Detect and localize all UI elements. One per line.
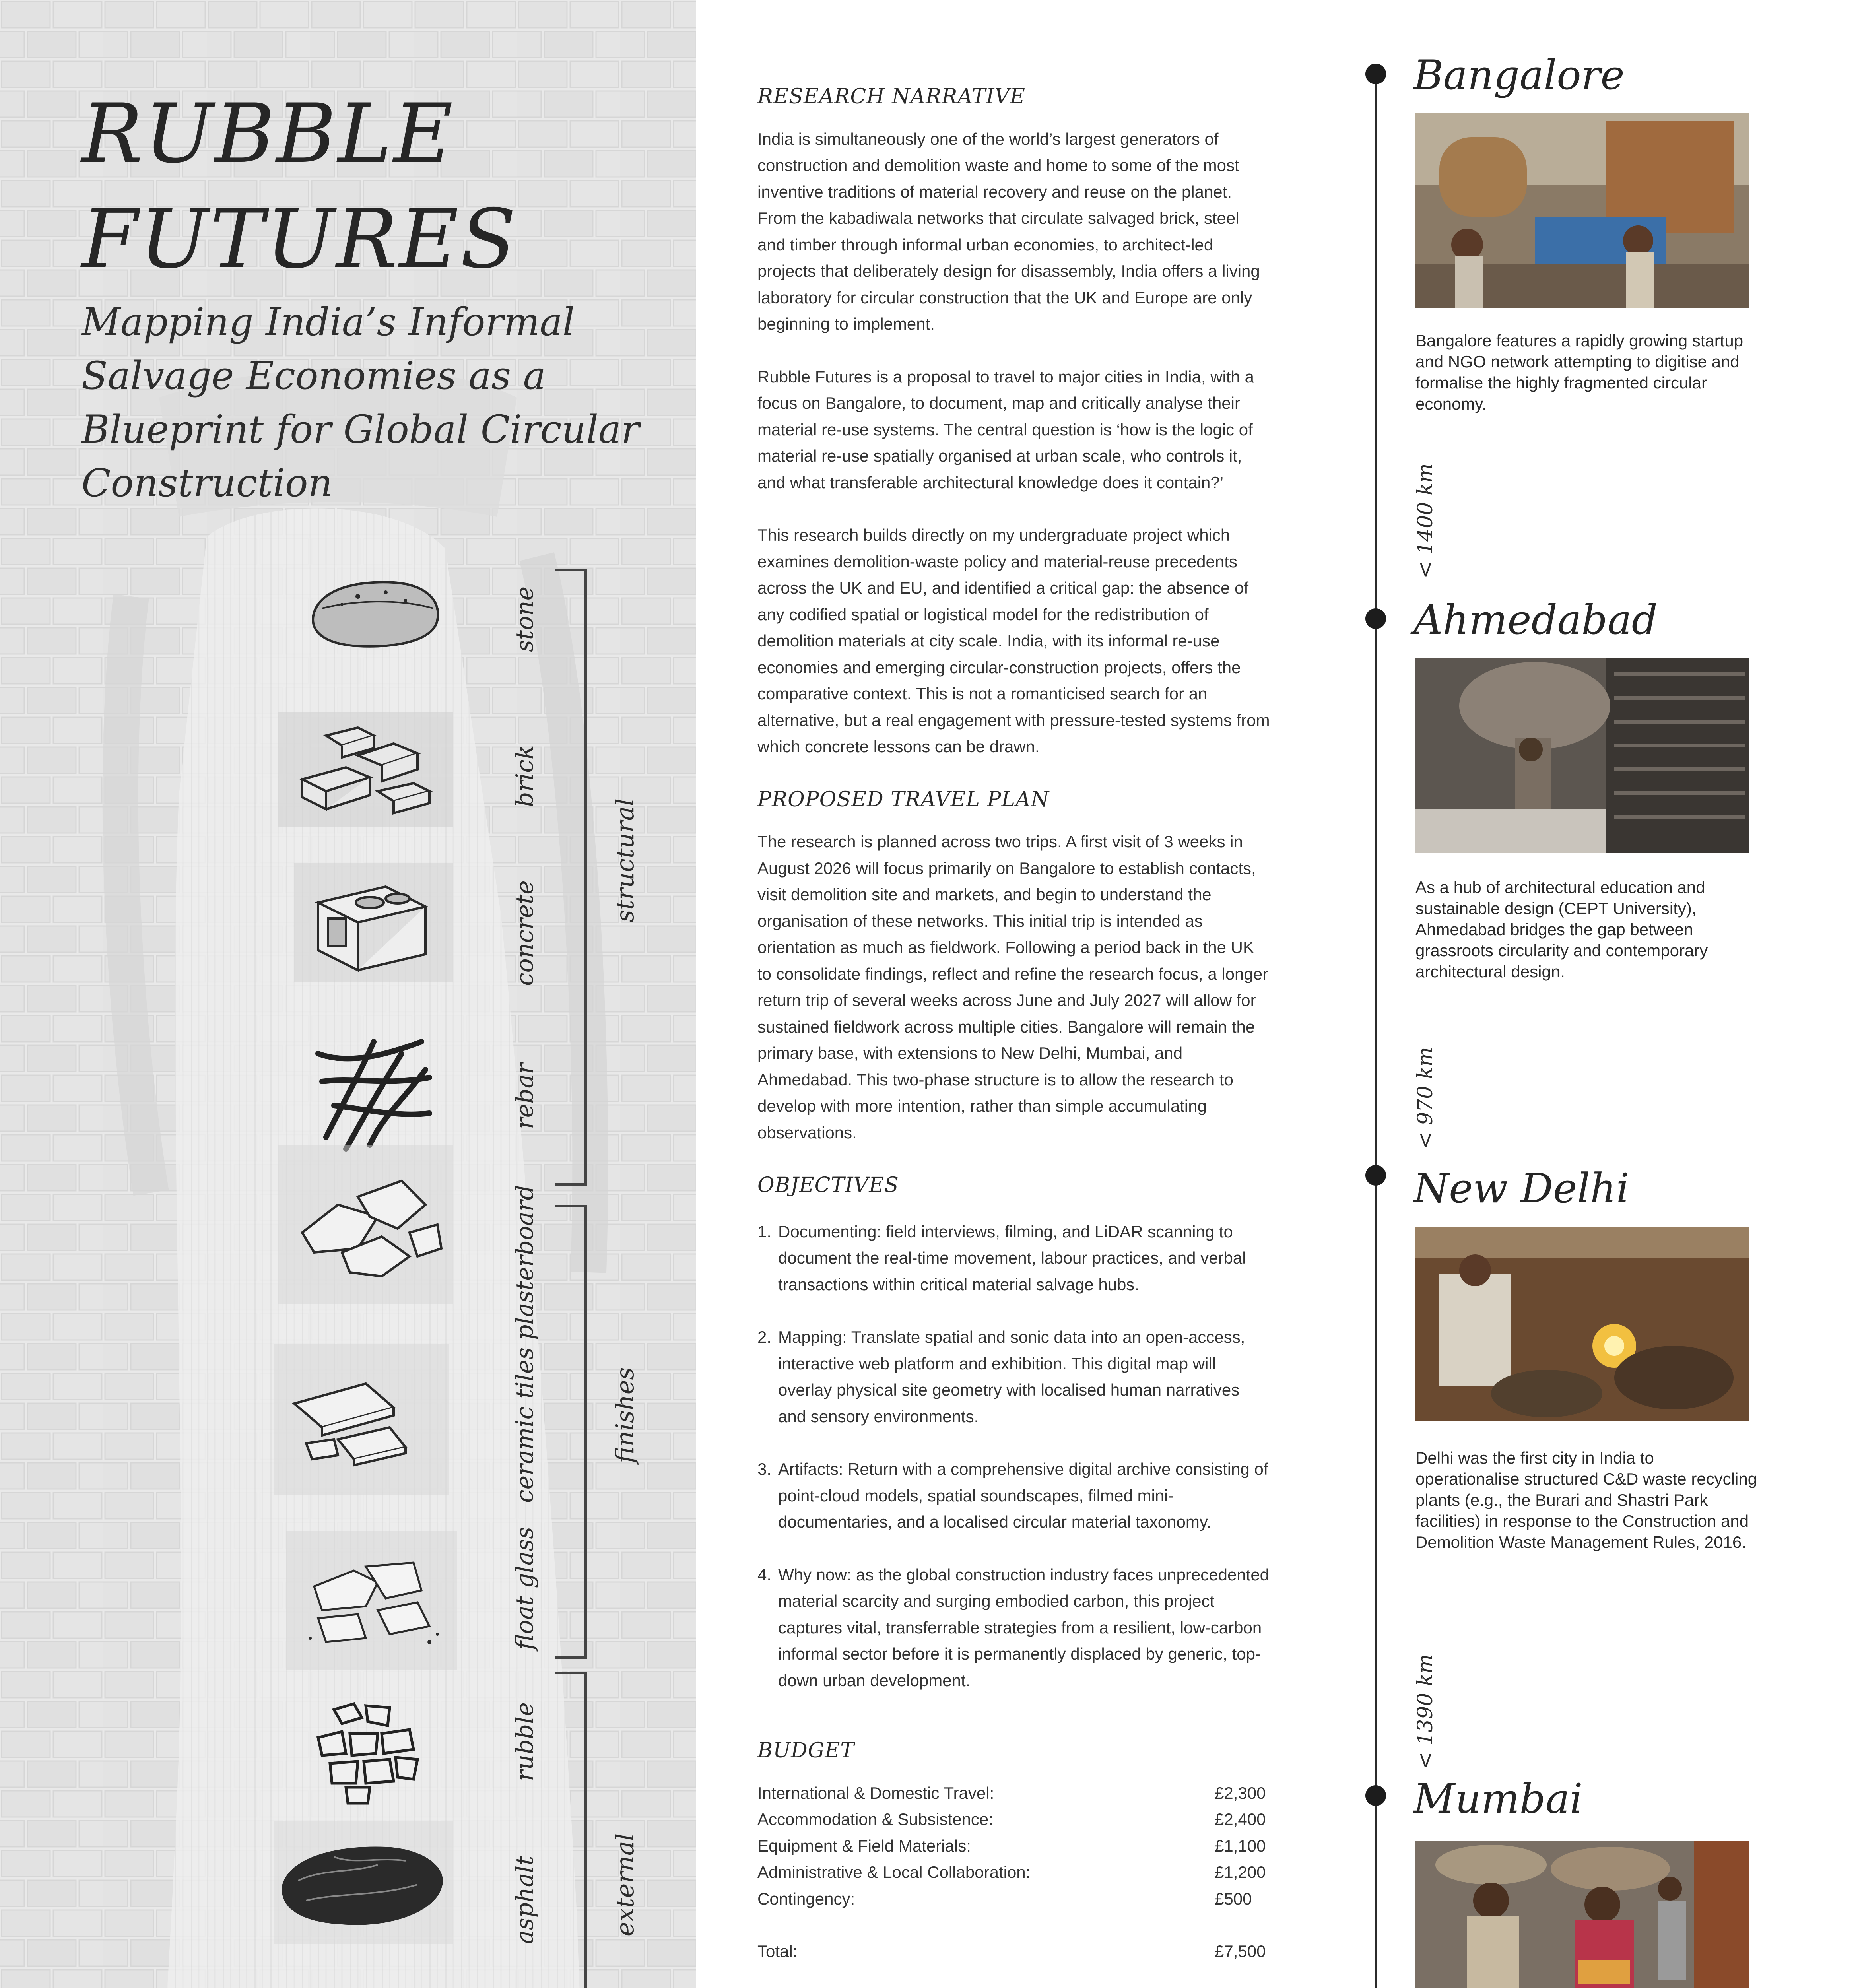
- budget-item: Contingency:: [757, 1889, 855, 1908]
- city-desc-bangalore: Bangalore features a rapidly growing startup and NGO network attempting to digitise and formalise the highly fragmented circular economy.: [1415, 331, 1744, 413]
- objective-text: Documenting: field interviews, filming, and LiDAR scanning to document the real-time movement, labour practices, and verbal transactions within critical material salvage hubs.: [778, 1222, 1246, 1294]
- budget-amount: £2,400: [1215, 1810, 1266, 1829]
- material-label: brick: [511, 745, 539, 807]
- group-label-finishes: finishes: [610, 1367, 639, 1463]
- material-label: rubble: [511, 1702, 539, 1781]
- budget-row: [757, 1859, 1270, 1886]
- objectives-heading: OBJECTIVES: [757, 1173, 899, 1197]
- objective-text: Artifacts: Return with a comprehensive digital archive consisting of point-cloud models, spatial soundscapes, filmed mini-documentaries, and a localised circular material taxonomy.: [778, 1460, 1268, 1531]
- budget-total-label: Total:: [757, 1942, 798, 1961]
- research-paragraph-1: India is simultaneously one of the world’s largest generators of construction and demolition waste and home to some of the most inventive traditions of material recovery and reuse on the planet. From the kabadiwala networks that circulate salvaged brick, steel and timber through informal urban economies, to architect-led projects that deliberately design for disassembly, India offers a living laboratory for circular construction that the UK and Europe are only beginning to implement.: [757, 129, 1260, 333]
- left-panel: [0, 0, 696, 1988]
- timeline-dot: [1365, 608, 1386, 629]
- timeline-dot: [1365, 1785, 1386, 1806]
- structural-bracket: [555, 569, 587, 1186]
- material-label: asphalt: [511, 1856, 539, 1944]
- budget-row: [757, 1886, 1270, 1912]
- city-desc-new-delhi: Delhi was the first city in India to operationalise structured C&D waste recycling plants (e.g., the Burari and Shastri Park facilities) in response to the Construction and Demolition Waste Management Rules, 2016.: [1415, 1448, 1757, 1551]
- budget-item: Accommodation & Subsistence:: [757, 1810, 993, 1829]
- brick-icon: [278, 712, 453, 827]
- new-delhi-photo: [1415, 1227, 1749, 1421]
- group-label-structural: structural: [610, 798, 639, 922]
- material-label: stone: [511, 586, 539, 652]
- research-paragraph-3: This research builds directly on my undergraduate project which examines demolition-waste policy and material-reuse precedents across the UK and EU, and identified a critical gap: the absence of any codified spatial or logistical model for the redistribution of demolition materials at city scale. India, with its informal re-use economies and emerging circular-construction projects, offers the comparative context. This is not a romanticised search for an alternative, but a real engagement with pressure-tested systems from which concrete lessons can be drawn.: [757, 526, 1270, 756]
- mumbai-photo: [1415, 1841, 1749, 1988]
- timeline-line: [1375, 76, 1377, 1988]
- travel-plan-paragraph: The research is planned across two trips. A first visit of 3 weeks in August 2026 will focus primarily on Bangalore to establish contacts, visit demolition site and markets, and begin to understand the organisation of these networks. This initial trip is intended as orientation as much as fieldwork. Following a period back in the UK to consolidate findings, reflect and refine the research focus, a longer return trip of several weeks across June and July 2027 will allow for sustained fieldwork across multiple cities. Bangalore will remain the primary base, with extensions to New Delhi, Mumbai, and Ahmedabad. This two-phase structure is to allow the research to develop with more intention, rather than simple accumulating observations.: [757, 832, 1268, 1142]
- research-narrative-heading: RESEARCH NARRATIVE: [757, 85, 1025, 109]
- research-paragraph-2: Rubble Futures is a proposal to travel to major cities in India, with a focus on Bangalore, to document, map and critically analyse their material re-use systems. The central question is ‘how is the logic of material re-use spatially organised at urban scale, who controls it, and what transferable architectural knowledge does it contain?’: [757, 367, 1254, 492]
- bangalore-photo: [1415, 113, 1749, 308]
- objective-item: [757, 1456, 1270, 1536]
- asphalt-icon: [274, 1821, 453, 1944]
- budget-amount: £1,200: [1215, 1863, 1266, 1881]
- objective-number: 1.: [757, 1222, 772, 1241]
- material-label: concrete: [511, 880, 539, 986]
- budget-item: Administrative & Local Collaboration:: [757, 1863, 1031, 1881]
- budget-total-row: [757, 1938, 1270, 1965]
- city-name-new-delhi: New Delhi: [1413, 1165, 1629, 1212]
- city-name-bangalore: Bangalore: [1413, 52, 1625, 99]
- title-block: [82, 82, 678, 510]
- external-bracket: [555, 1672, 587, 1988]
- objective-item: [757, 1219, 1270, 1298]
- timeline-dot: [1365, 64, 1386, 84]
- budget-amount: £2,300: [1215, 1783, 1266, 1802]
- rebar-icon: [310, 1018, 441, 1161]
- ahmedabad-photo: [1415, 658, 1749, 853]
- budget-heading: BUDGET: [757, 1739, 854, 1763]
- budget-row: [757, 1833, 1270, 1860]
- distance-label: < 1390 km: [1413, 1654, 1437, 1769]
- material-label: float glass: [511, 1526, 539, 1650]
- budget-item: International & Domestic Travel:: [757, 1783, 994, 1802]
- budget-item: Equipment & Field Materials:: [757, 1836, 971, 1855]
- budget-amount: £500: [1215, 1889, 1252, 1908]
- float-glass-icon: [286, 1531, 457, 1670]
- material-label: ceramic tiles: [511, 1347, 539, 1503]
- objective-text: Why now: as the global construction industry faces unprecedented material scarcity and surging embodied carbon, this project captures vital, transferrable strategies from a resilient, low-carbon informal sector before it is permanently displaced by generic, top-down urban development.: [778, 1565, 1270, 1690]
- text-column: [757, 83, 1270, 1965]
- travel-plan-heading: PROPOSED TRAVEL PLAN: [757, 787, 1050, 812]
- stone-icon: [298, 565, 453, 656]
- budget-total-amount: £7,500: [1215, 1942, 1266, 1961]
- timeline-dot: [1365, 1165, 1386, 1186]
- objective-number: 4.: [757, 1565, 772, 1584]
- budget-amount: £1,100: [1215, 1836, 1266, 1855]
- objective-number: 3.: [757, 1460, 772, 1478]
- title-line-1: RUBBLE: [82, 87, 455, 181]
- city-name-ahmedabad: Ahmedabad: [1413, 596, 1658, 644]
- finishes-bracket: [555, 1205, 587, 1659]
- distance-label: < 970 km: [1413, 1047, 1437, 1149]
- subtitle: Mapping India’s Informal Salvage Economies as a Blueprint for Global Circular Construction: [82, 300, 640, 505]
- material-label: plasterboard: [511, 1185, 539, 1340]
- plasterboard-icon: [278, 1145, 453, 1304]
- budget-row: [757, 1806, 1270, 1833]
- objective-text: Mapping: Translate spatial and sonic data into an open-access, interactive web platform and exhibition. This digital map will overlay physical site geometry with localised human narratives and sensory environments.: [778, 1328, 1245, 1426]
- concrete-block-icon: [294, 863, 453, 982]
- objective-item: [757, 1324, 1270, 1430]
- ceramic-tiles-icon: [274, 1344, 449, 1495]
- rubble-icon: [302, 1694, 433, 1809]
- distance-label: < 1400 km: [1413, 463, 1437, 579]
- budget-row: [757, 1780, 1270, 1807]
- group-label-external: external: [610, 1833, 639, 1936]
- objective-number: 2.: [757, 1328, 772, 1346]
- title-line-2: FUTURES: [82, 192, 518, 287]
- material-label: rebar: [511, 1062, 539, 1129]
- city-desc-ahmedabad: As a hub of architectural education and sustainable design (CEPT University), Ahmedabad bridges the gap between grassroots circularity and contemporary architectural design.: [1415, 878, 1708, 981]
- objective-item: [757, 1562, 1270, 1694]
- city-name-mumbai: Mumbai: [1413, 1775, 1583, 1823]
